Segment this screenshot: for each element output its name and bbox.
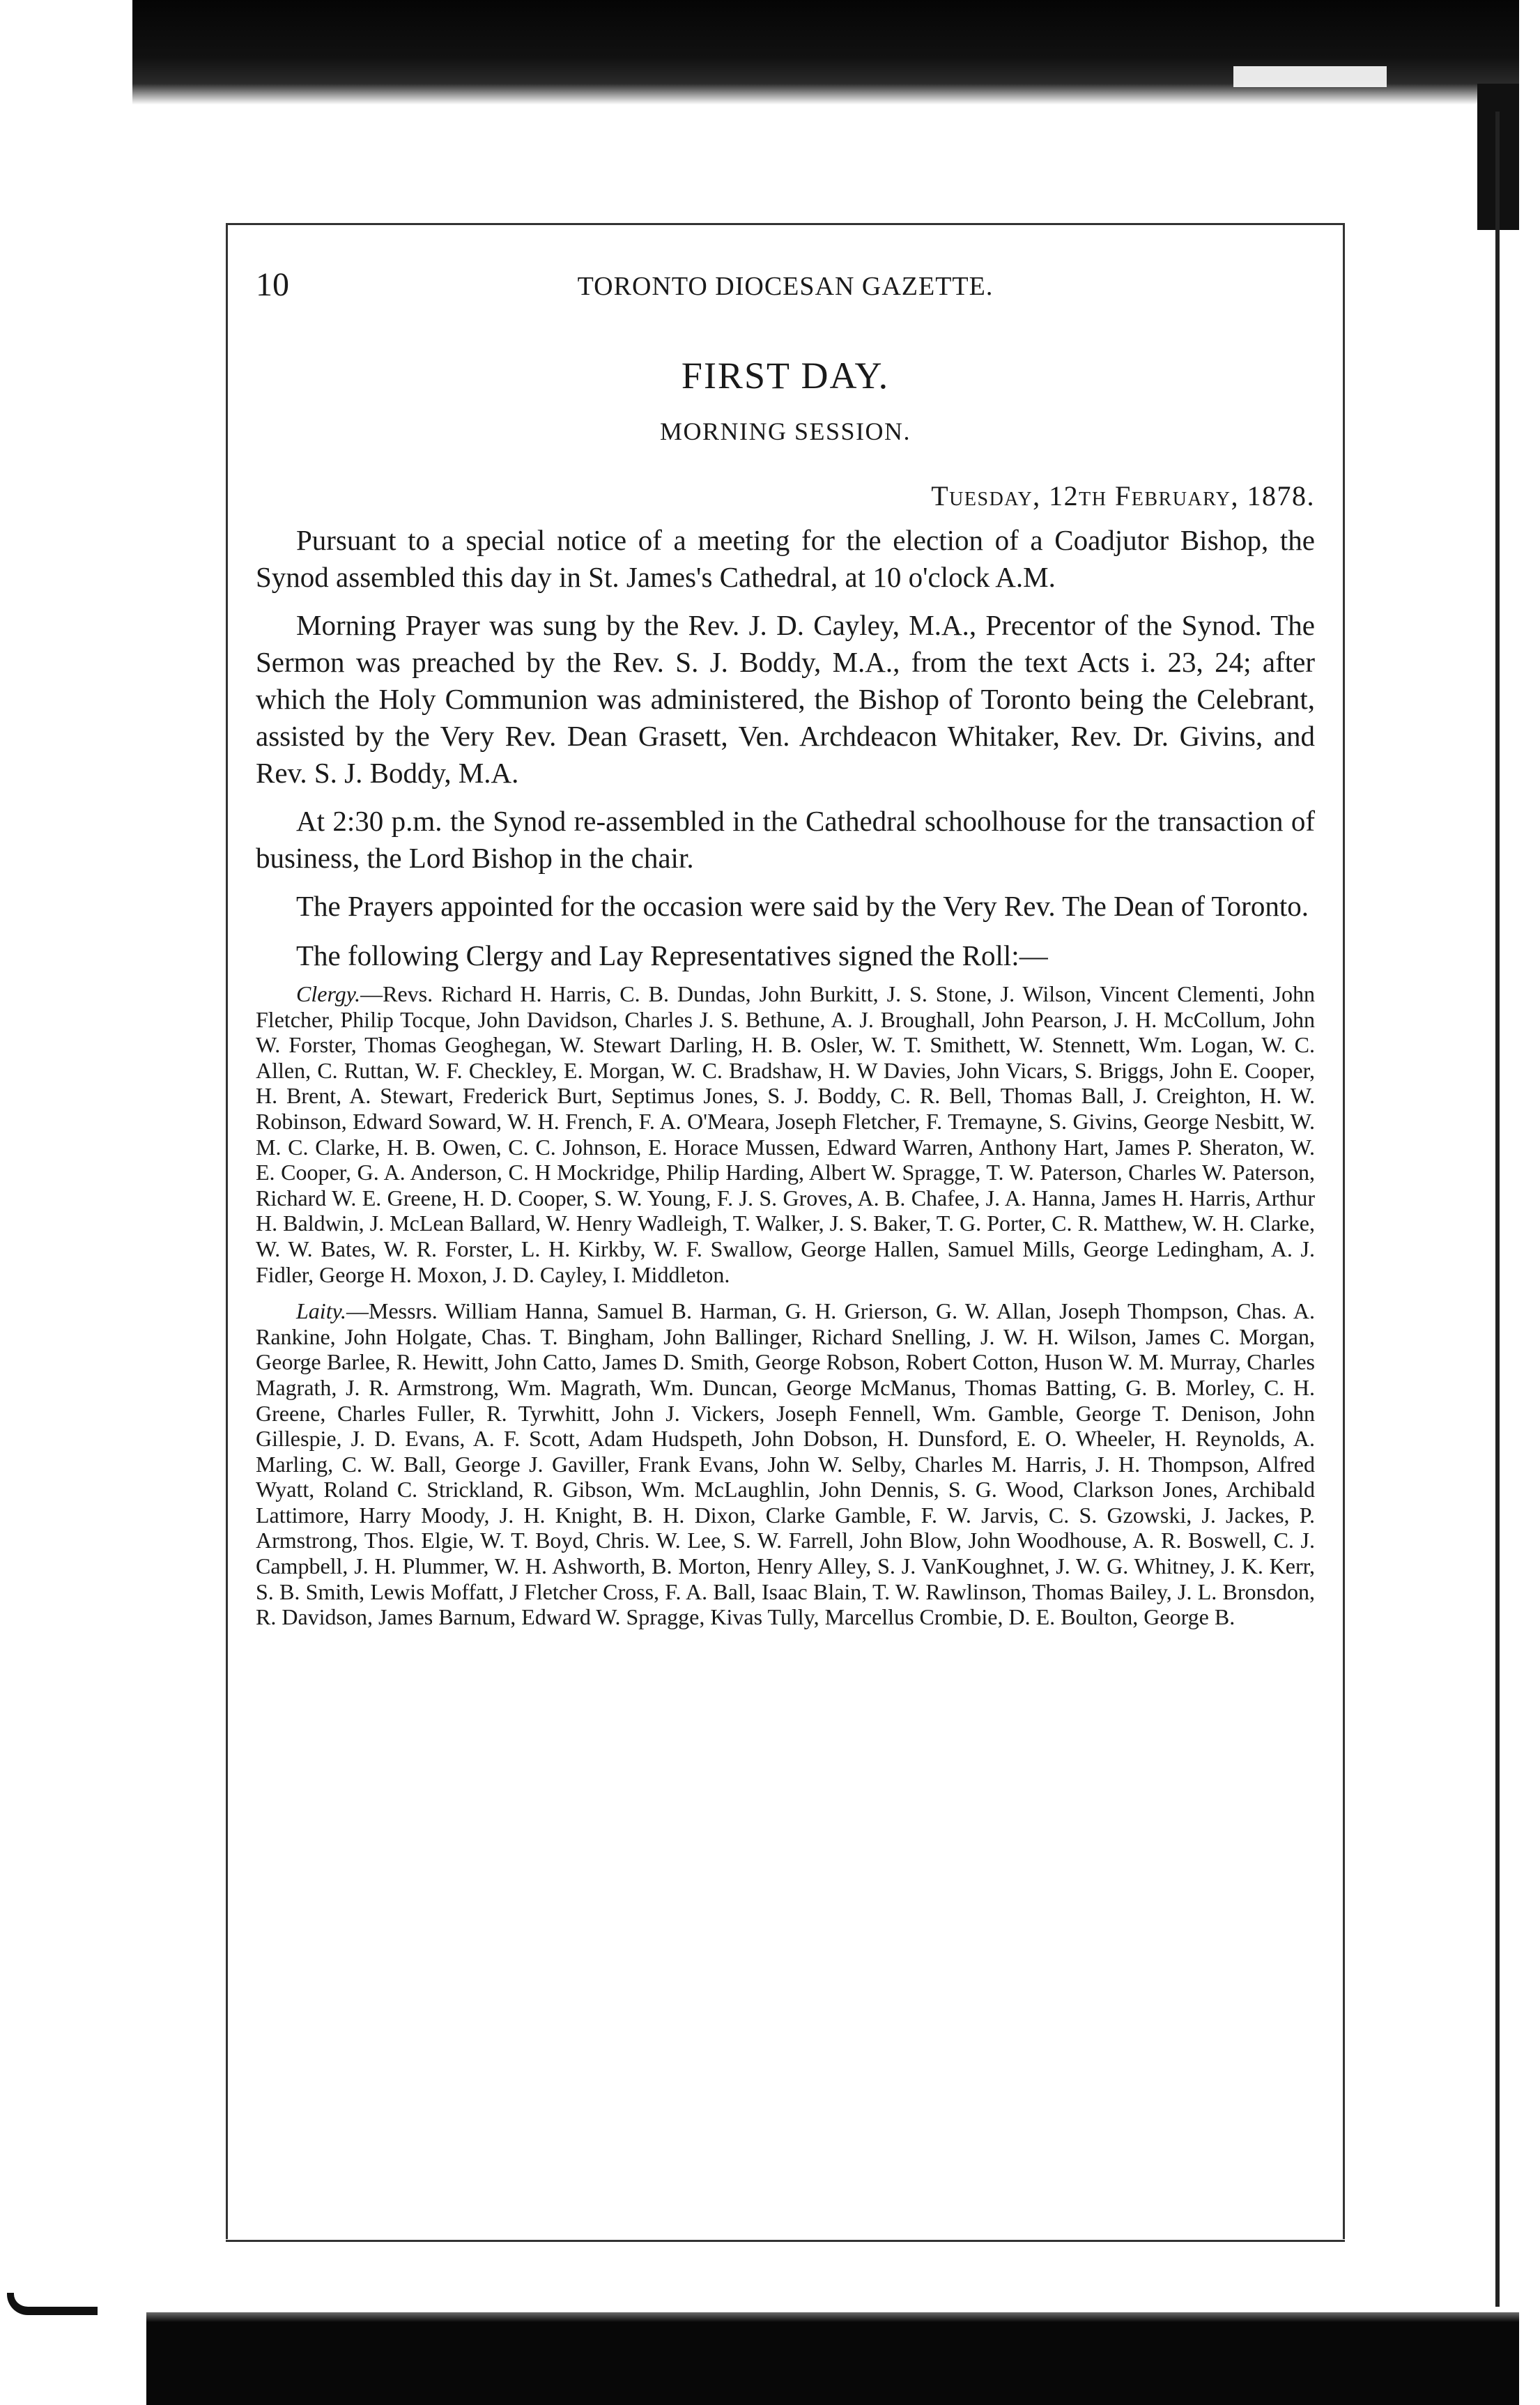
- scan-edge-bottom: [146, 2312, 1519, 2405]
- clergy-list: [256, 981, 1315, 1287]
- page-bottom-rule: [226, 2240, 1345, 2242]
- scan-edge-top: [132, 0, 1519, 105]
- page-content: [256, 225, 1315, 1630]
- paragraph-reassembly: At 2:30 p.m. the Synod re-assembled in the Cathedral schoolhouse for the transaction of business, the Lord Bishop in the chair.: [256, 805, 1315, 874]
- paragraph-service: Morning Prayer was sung by the Rev. J. D. Cayley, M.A., Precentor of the Synod. The Sermon was preached by the Rev. S. J. Boddy, M.A., from the text Acts i. 23, 24; after which the Holy Communion was administered, the Bishop of Toronto being the Celebrant, assisted by the Very Rev. Dean Grasett, Ven. Archdeacon Whitaker, Rev. Dr. Givins, and Rev. S. J. Boddy, M.A.: [256, 609, 1315, 789]
- scan-edge-right: [1495, 112, 1500, 2307]
- page-number: 10: [256, 266, 289, 303]
- laity-label: Laity.: [296, 1298, 347, 1324]
- paragraph-prayers: The Prayers appointed for the occasion were said by the Very Rev. The Dean of Toronto.: [296, 890, 1309, 922]
- publication-title: TORONTO DIOCESAN GAZETTE.: [577, 272, 994, 301]
- clergy-label: Clergy.: [296, 981, 361, 1006]
- dateline: Tuesday, 12th February, 1878.: [931, 480, 1315, 512]
- session-heading: MORNING SESSION.: [659, 417, 911, 445]
- document-page: [226, 223, 1345, 2239]
- day-heading: FIRST DAY.: [681, 355, 890, 397]
- laity-names: —Messrs. William Hanna, Samuel B. Harman, G. H. Grierson, G. W. Allan, Joseph Thompson, Chas. A. Rankine, John Holgate, Chas. T. Bingham, John Ballinger, Richard Snelling, J. W. H. Wilson, James C. Morgan, George Barlee, R. Hewitt, John Catto, James D. Smith, George Robson, Robert Cotton, Huson W. M. Murray, Charles Magrath, J. R. Armstrong, Wm. Magrath, Wm. Duncan, George McManus, Thomas Batting, G. B. Morley, C. H. Greene, Charles Fuller, R. Tyrwhitt, John J. Vickers, Joseph Fennell, Wm. Gamble, George T. Denison, John Gillespie, J. D. Evans, A. F. Scott, Adam Hudspeth, John Dobson, H. Dunsford, E. O. Wheeler, H. Reynolds, A. Marling, C. W. Ball, George J. Gaviller, Frank Evans, John W. Selby, Charles M. Harris, J. H. Thompson, Alfred Wyatt, Roland C. Strickland, R. Gibson, Wm. McLaughlin, John Dennis, S. G. Wood, Clarkson Jones, Archibald Lattimore, Harry Moody, J. H. Knight, B. H. Dixon, Clarke Gamble, F. W. Jarvis, C. S. Gzowski, J. Jackes, P. Armstrong, Thos. Elgie, W. T. Boyd, Chris. W. Lee, S. W. Farrell, John Blow, John Woodhouse, A. R. Boswell, C. J. Campbell, J. H. Plummer, W. H. Ashworth, B. Morton, Henry Alley, S. J. VanKoughnet, J. W. G. Whitney, J. K. Kerr, S. B. Smith, Lewis Moffatt, J Fletcher Cross, F. A. Ball, Isaac Blain, T. W. Rawlinson, Thomas Bailey, J. L. Bronsdon, R. Davidson, James Barnum, Edward W. Spragge, Kivas Tully, Marcellus Crombie, D. E. Boulton, George B.: [256, 1298, 1315, 1630]
- running-head: [256, 266, 1315, 314]
- clergy-names: —Revs. Richard H. Harris, C. B. Dundas, John Burkitt, J. S. Stone, J. Wilson, Vincent Clementi, John Fletcher, Philip Tocque, John Davidson, Charles J. S. Bethune, A. J. Broughall, John Pearson, J. H. McCollum, John W. Forster, Thomas Geoghegan, W. Stewart Darling, H. B. Osler, W. T. Smithett, W. Stennett, Wm. Logan, W. C. Allen, C. Ruttan, W. F. Checkley, E. Morgan, W. C. Bradshaw, H. W Davies, John Vicars, S. Briggs, John E. Cooper, H. Brent, A. Stewart, Frederick Burt, Septimus Jones, S. J. Boddy, C. R. Bell, Thomas Ball, J. Creighton, H. W. Robinson, Edward Soward, W. H. French, F. A. O'Meara, Joseph Fletcher, F. Tremayne, S. Givins, George Nesbitt, W. M. C. Clarke, H. B. Owen, C. C. Johnson, E. Horace Mussen, Edward Warren, Anthony Hart, James P. Sheraton, W. E. Cooper, G. A. Anderson, C. H Mockridge, Philip Harding, Albert W. Spragge, T. W. Paterson, Charles W. Paterson, Richard W. E. Greene, H. D. Cooper, S. W. Young, F. J. S. Groves, A. B. Chafee, J. A. Hanna, James H. Harris, Arthur H. Baldwin, J. McLean Ballard, W. Henry Wadleigh, T. Walker, J. S. Baker, T. G. Porter, C. R. Matthew, W. H. Clarke, W. W. Bates, W. R. Forster, L. H. Kirkby, W. F. Swallow, George Hallen, Samuel Mills, George Ledingham, A. J. Fidler, George H. Moxon, J. D. Cayley, I. Middleton.: [256, 981, 1315, 1287]
- scan-artifact: [7, 2293, 98, 2315]
- paragraph-roll: The following Clergy and Lay Representatives signed the Roll:—: [296, 939, 1048, 971]
- laity-list: [256, 1298, 1315, 1630]
- paragraph-convening: Pursuant to a special notice of a meeting for the election of a Coadjutor Bishop, the Synod assembled this day in St. James's Cathedral, at 10 o'clock A.M.: [256, 524, 1315, 593]
